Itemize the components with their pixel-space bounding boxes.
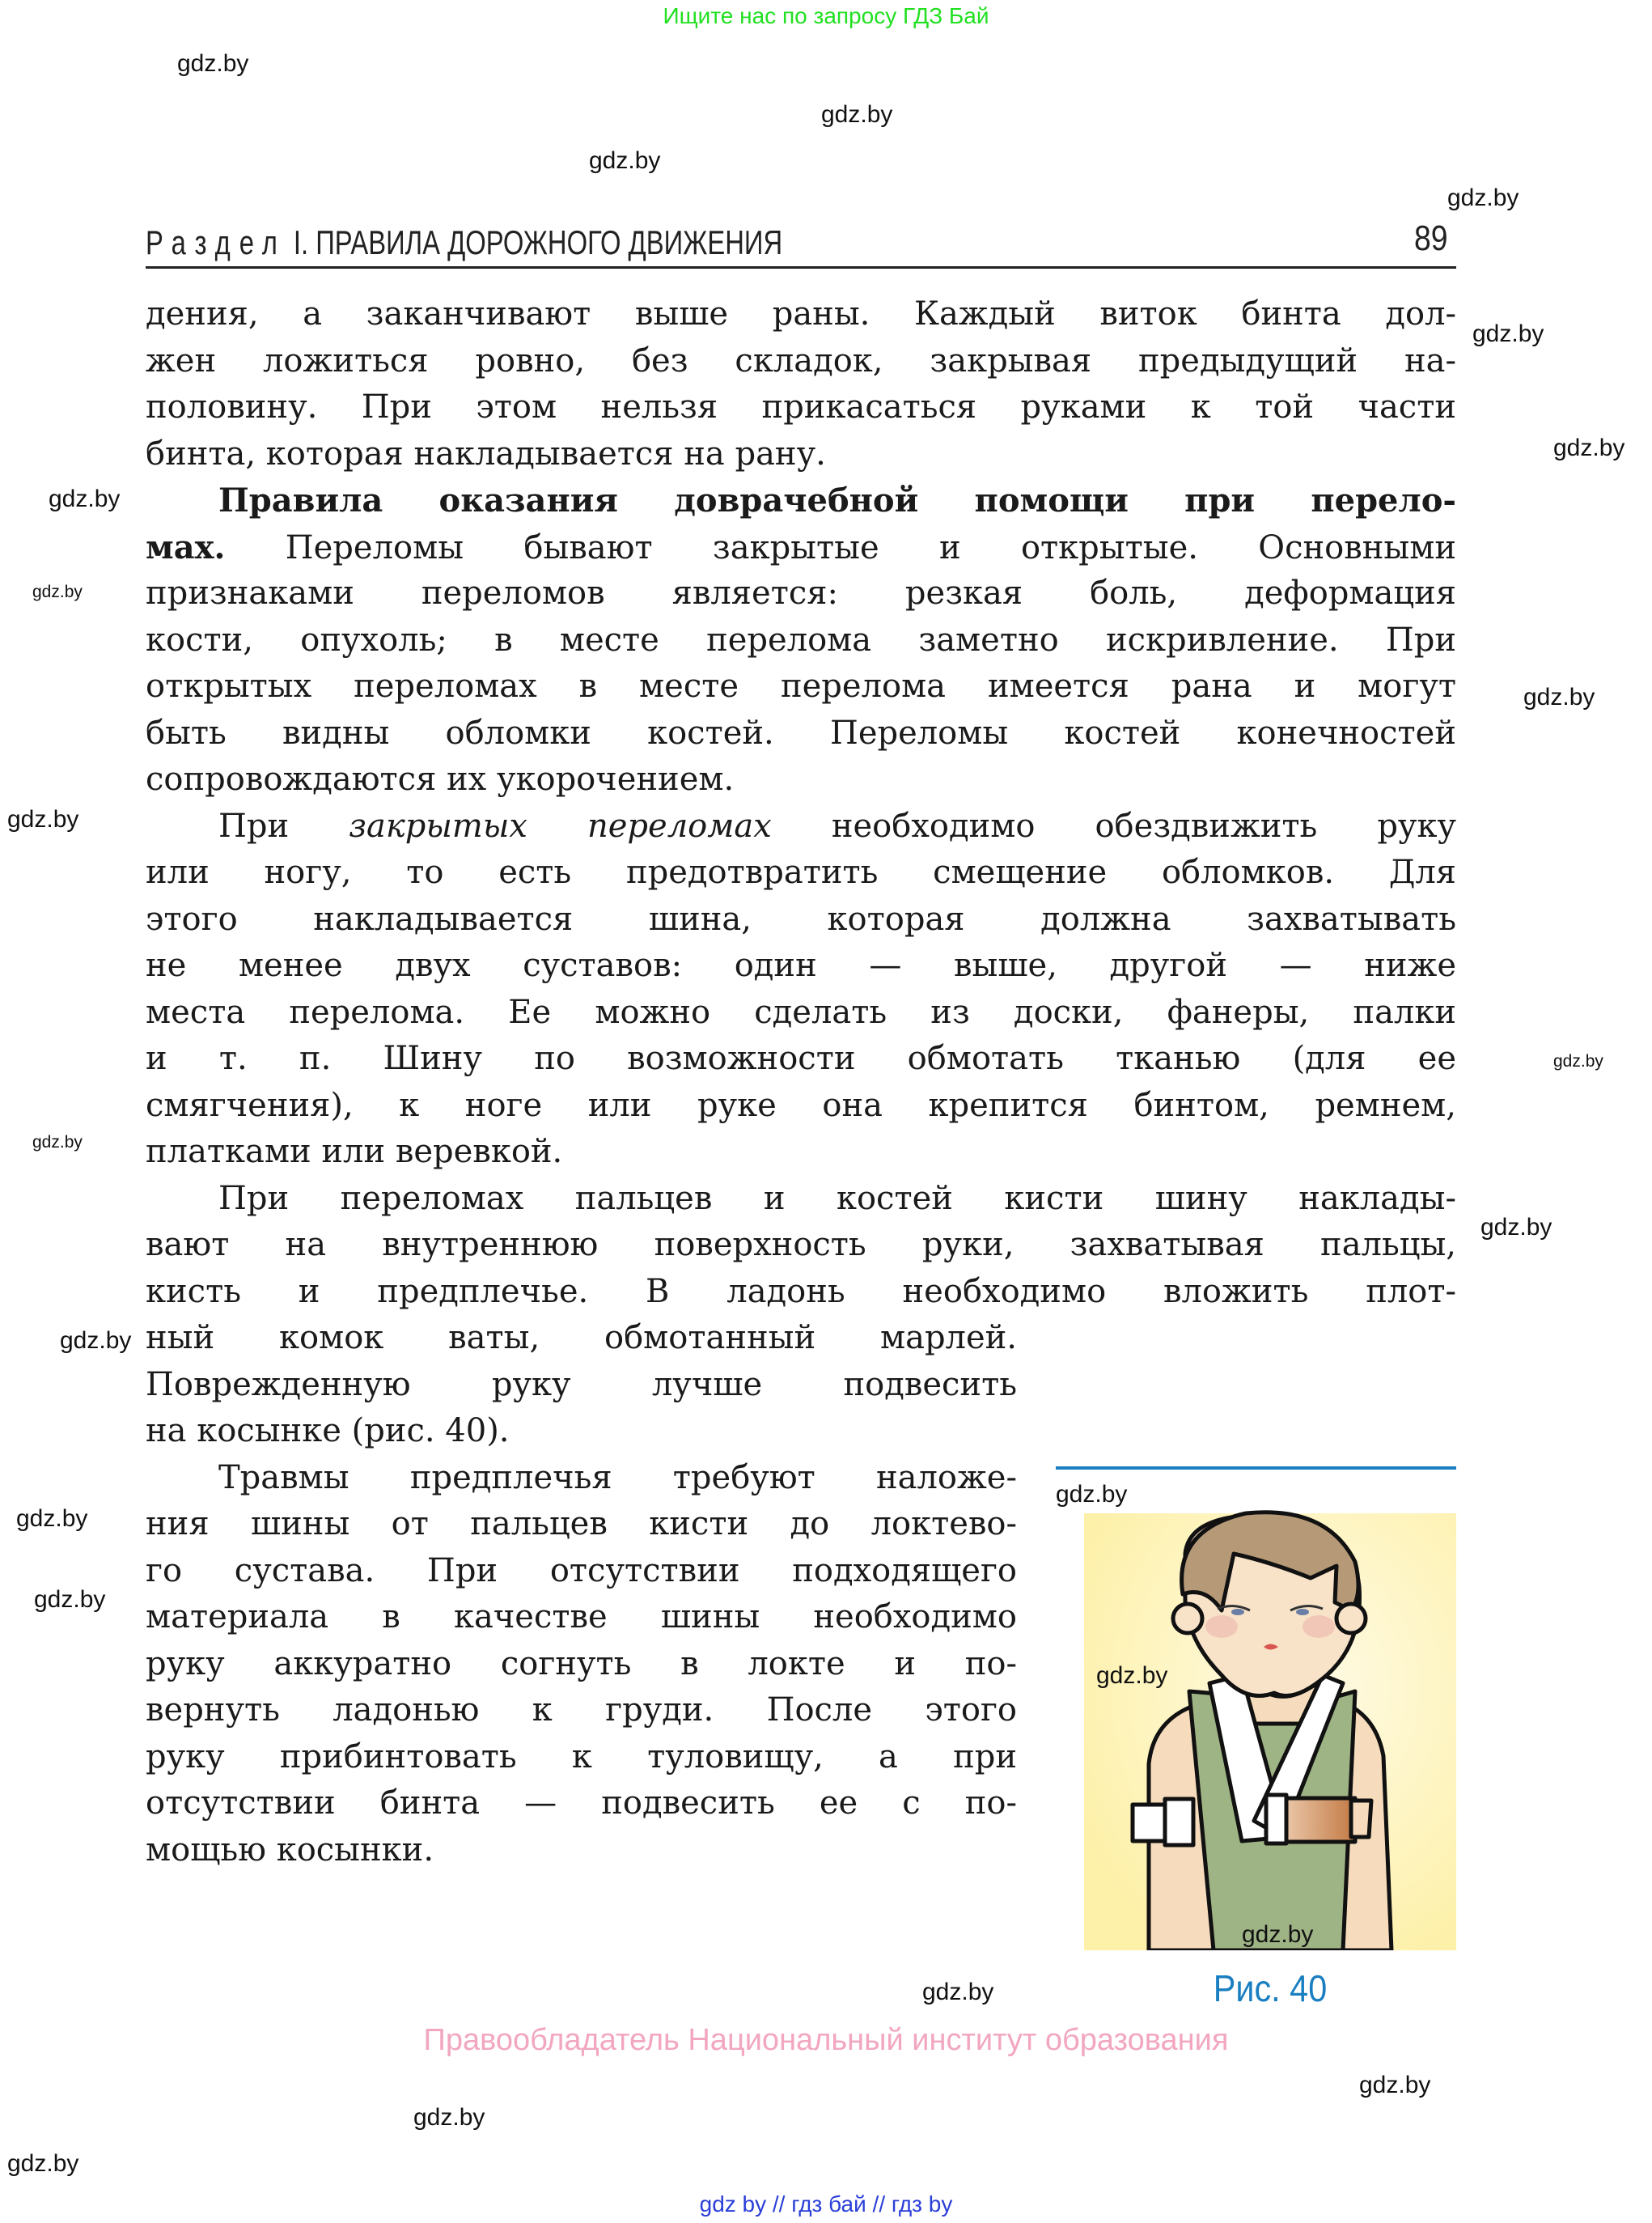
watermark: gdz.by [589,147,661,174]
text-line: дения, а заканчивают выше раны. Каждый виток бинта дол- [146,295,1456,333]
text-line [146,524,1456,571]
watermark: gdz.by [7,2150,79,2177]
text-line: не менее двух суставов: один — выше, другой — ниже [146,947,1456,984]
text-line: руку прибинтовать к туловищу, а при [146,1737,1017,1775]
text-line: отсутствии бинта — подвесить ее с по- [146,1784,1017,1822]
watermark: gdz.by [32,583,83,601]
text-line: этого накладывается шина, которая должна захватывать [146,900,1456,938]
text-line: мощью косынки. [146,1831,434,1869]
text-line: руку аккуратно согнуть в локте и по- [146,1644,1017,1682]
text-line: вернуть ладонью к груди. После этого [146,1691,1017,1729]
italic-term: закрытых переломах [349,807,772,845]
subheading-end: мах. [146,528,226,566]
text-line: го сустава. При отсутствии подходящего [146,1551,1017,1589]
watermark: gdz.by [1480,1214,1552,1241]
text-line: места перелома. Ее можно сделать из доски, фанеры, палки [146,993,1456,1031]
text-line: половину. При этом нельзя прикасаться руками к той части [146,388,1456,426]
text-line: ния шины от пальцев кисти до локтево- [146,1505,1017,1542]
copyright-footer: Правообладатель Национальный институт образования [423,2023,1229,2057]
text-line: материала в качестве шины необходимо [146,1598,1017,1635]
text-segment: необходимо обездвижить руку [771,807,1456,845]
text-segment: При [218,807,349,845]
text-line: быть видны обломки костей. Переломы костей конечностей [146,714,1456,752]
text-line [146,804,1456,851]
text-line: вают на внутреннюю поверхность руки, захватывая пальцы, [146,1226,1456,1263]
text-line: Травмы предплечья требуют наложе- [218,1458,1017,1496]
watermark: gdz.by [7,806,79,833]
text-line: на косынке (рис. 40). [146,1412,510,1449]
watermark: gdz.by [177,50,249,77]
watermark: gdz.by [1553,1052,1603,1071]
text-line: признаками переломов является: резкая боль, деформация [146,575,1456,612]
text-line: и т. п. Шину по возможности обмотать тканью (для ее [146,1040,1456,1077]
text-line: открытых переломах в месте перелома имеется рана и могут [146,668,1456,705]
watermark: gdz.by [1523,684,1595,711]
watermark: gdz.by [1447,185,1519,211]
watermark: gdz.by [16,1505,88,1532]
text-line: смягчения), к ноге или руке она крепится бинтом, ремнем, [146,1086,1456,1124]
text-line: или ногу, то есть предотвратить смещение обломков. Для [146,854,1456,891]
watermark: gdz.by [60,1327,132,1354]
watermark: gdz.by [1242,1921,1314,1948]
section-word: Раздел [146,223,286,261]
text-line: платками или веревкой. [146,1133,563,1170]
watermark: gdz.by [922,1979,994,2005]
watermark: gdz.by [1553,435,1625,461]
text-line: Поврежденную руку лучше подвесить [146,1365,1017,1403]
watermark: gdz.by [49,486,121,512]
watermark: gdz.by [1472,320,1544,347]
page-number: 89 [1414,218,1448,258]
subheading-line: Правила оказания доврачебной помощи при перело- [218,482,1456,520]
text-line: кости, опухоль; в месте перелома заметно искривление. При [146,621,1456,659]
text-line: При переломах пальцев и костей кисти шину наклады- [218,1179,1456,1217]
text-line: ный комок ваты, обмотанный марлей. [146,1319,1017,1356]
section-title: I. ПРАВИЛА ДОРОЖНОГО ДВИЖЕНИЯ [293,223,783,261]
bottom-links[interactable]: gdz by // гдз бай // гдз by [699,2191,953,2217]
text-line: жен ложиться ровно, без складок, закрывая предыдущий на- [146,342,1456,380]
figure-caption: Рис. 40 [1213,1967,1328,2009]
text-segment: Переломы бывают закрытые и открытые. Основными [225,528,1456,566]
top-note: Ищите нас по запросу ГДЗ Бай [663,3,989,28]
text-line: бинта, которая накладывается на рану. [146,435,826,473]
watermark: gdz.by [821,101,893,128]
header-rule [146,266,1456,269]
figure-boy-with-arm-sling [1084,1481,1456,1950]
watermark: gdz.by [1096,1662,1168,1689]
figure-rule [1056,1466,1456,1470]
watermark: gdz.by [1056,1481,1128,1508]
text-line: сопровождаются их укорочением. [146,761,735,798]
watermark: gdz.by [1359,2072,1431,2098]
watermark: gdz.by [32,1133,83,1152]
running-header [146,223,782,262]
watermark: gdz.by [413,2104,485,2131]
watermark: gdz.by [34,1586,106,1613]
text-line: кисть и предплечье. В ладонь необходимо вложить плот- [146,1272,1456,1310]
